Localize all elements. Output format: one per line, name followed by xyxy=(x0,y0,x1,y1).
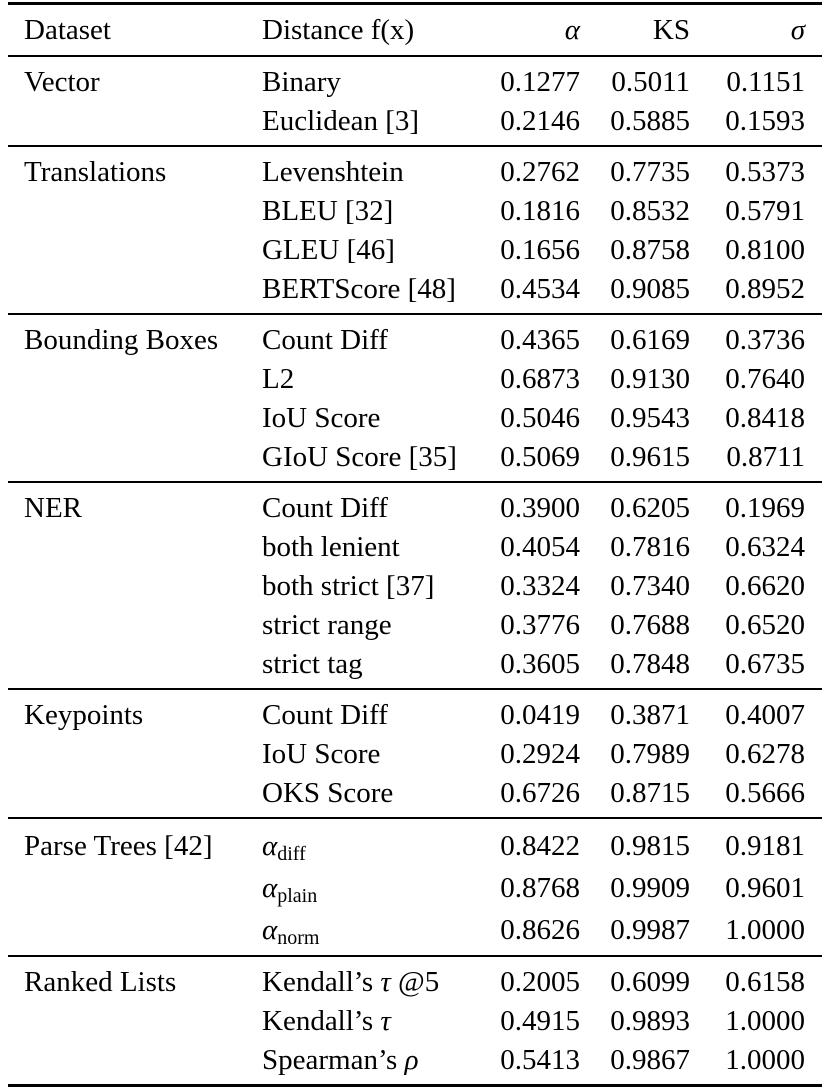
group-vector xyxy=(8,56,822,146)
alpha-value: 0.4915 xyxy=(500,1005,580,1037)
distance-cell xyxy=(262,192,488,231)
sigma-value: 0.5791 xyxy=(725,195,805,227)
sigma-value: 0.8418 xyxy=(725,402,805,434)
group-ner xyxy=(8,482,822,689)
subscript-label: norm xyxy=(277,927,320,949)
header-alpha: α xyxy=(564,14,580,46)
sigma-value: 1.0000 xyxy=(725,1005,805,1037)
alpha-value: 0.5413 xyxy=(500,1044,580,1076)
distance-cell xyxy=(262,1041,488,1086)
table-row xyxy=(8,314,822,360)
distance-cell xyxy=(262,102,488,146)
distance-cell xyxy=(262,956,488,1002)
distance-label: BLEU [32] xyxy=(262,195,394,227)
distance-cell xyxy=(262,482,488,528)
distance-label: both strict [37] xyxy=(262,570,435,602)
sigma-value: 0.6520 xyxy=(725,609,805,641)
group-translations xyxy=(8,146,822,314)
distance-cell xyxy=(262,1002,488,1041)
dataset-label: Ranked Lists xyxy=(24,966,177,998)
sigma-value: 0.6735 xyxy=(725,648,805,680)
distance-cell xyxy=(262,399,488,438)
table-row xyxy=(8,146,822,192)
alpha-value: 0.3776 xyxy=(500,609,580,641)
sigma-value: 0.5666 xyxy=(725,777,805,809)
sigma-value: 0.1151 xyxy=(726,66,805,98)
distance-cell xyxy=(262,567,488,606)
sigma-value: 0.8100 xyxy=(725,234,805,266)
distance-cell xyxy=(262,438,488,482)
ks-value: 0.5011 xyxy=(611,66,690,98)
header-ks: KS xyxy=(652,14,690,46)
distance-label: both lenient xyxy=(262,531,400,563)
sigma-value: 0.9181 xyxy=(725,830,805,862)
sigma-value: 0.1593 xyxy=(725,105,805,137)
ks-value: 0.9867 xyxy=(610,1044,690,1076)
sigma-value: 0.6278 xyxy=(725,738,805,770)
alpha-value: 0.4054 xyxy=(500,531,580,563)
ks-value: 0.9130 xyxy=(610,363,690,395)
distance-label: Levenshtein xyxy=(262,156,404,188)
sigma-value: 1.0000 xyxy=(725,1044,805,1076)
ks-value: 0.8758 xyxy=(610,234,690,266)
ks-value: 0.7848 xyxy=(610,648,690,680)
ks-value: 0.7340 xyxy=(610,570,690,602)
distance-cell xyxy=(262,270,488,314)
sigma-value: 0.1969 xyxy=(725,492,805,524)
sigma-value: 1.0000 xyxy=(725,914,805,946)
distance-label: L2 xyxy=(262,363,295,395)
ks-value: 0.9987 xyxy=(610,914,690,946)
distance-label: OKS Score xyxy=(262,777,394,809)
distance-cell xyxy=(262,231,488,270)
ks-value: 0.8715 xyxy=(610,777,690,809)
ks-value: 0.9615 xyxy=(610,441,690,473)
distance-cell xyxy=(262,818,488,867)
ks-value: 0.6205 xyxy=(610,492,690,524)
tau-symbol: τ xyxy=(380,1005,391,1037)
alpha-symbol: α xyxy=(262,914,278,946)
table-row xyxy=(8,482,822,528)
alpha-value: 0.4534 xyxy=(500,273,580,305)
group-parse-trees xyxy=(8,818,822,956)
distance-label: strict range xyxy=(262,609,392,641)
distance-label-suffix: @5 xyxy=(390,966,440,998)
ks-value: 0.6099 xyxy=(610,966,690,998)
alpha-symbol: α xyxy=(262,872,278,904)
group-keypoints xyxy=(8,689,822,818)
alpha-value: 0.3605 xyxy=(500,648,580,680)
alpha-value: 0.6726 xyxy=(500,777,580,809)
alpha-value: 0.4365 xyxy=(500,324,580,356)
subscript-label: diff xyxy=(277,843,306,865)
ks-value: 0.3871 xyxy=(610,699,690,731)
distance-label: Binary xyxy=(262,66,341,98)
alpha-value: 0.2005 xyxy=(500,966,580,998)
header-row xyxy=(8,4,822,57)
alpha-value: 0.5046 xyxy=(500,402,580,434)
table-row xyxy=(8,818,822,867)
sigma-value: 0.7640 xyxy=(725,363,805,395)
dataset-label: Bounding Boxes xyxy=(24,324,219,356)
alpha-value: 0.0419 xyxy=(500,699,580,731)
distance-cell xyxy=(262,867,488,909)
alpha-value: 0.8422 xyxy=(500,830,580,862)
ks-value: 0.9085 xyxy=(610,273,690,305)
dataset-label: Parse Trees [42] xyxy=(24,830,213,862)
sigma-value: 0.8711 xyxy=(726,441,805,473)
distance-label: BERTScore [48] xyxy=(262,273,456,305)
alpha-value: 0.6873 xyxy=(500,363,580,395)
distance-label: strict tag xyxy=(262,648,363,680)
ks-value: 0.7688 xyxy=(610,609,690,641)
sigma-value: 0.6324 xyxy=(725,531,805,563)
distance-cell xyxy=(262,56,488,102)
distance-label: Count Diff xyxy=(262,324,388,356)
alpha-value: 0.2762 xyxy=(500,156,580,188)
ks-value: 0.7989 xyxy=(610,738,690,770)
sigma-value: 0.4007 xyxy=(725,699,805,731)
dataset-label: Translations xyxy=(24,156,167,188)
alpha-symbol: α xyxy=(262,830,278,862)
alpha-value: 0.5069 xyxy=(500,441,580,473)
dataset-label: Keypoints xyxy=(24,699,144,731)
ks-value: 0.8532 xyxy=(610,195,690,227)
table-row xyxy=(8,956,822,1002)
sigma-value: 0.9601 xyxy=(725,872,805,904)
header-sigma: σ xyxy=(790,14,805,46)
sigma-value: 0.6620 xyxy=(725,570,805,602)
dataset-label: NER xyxy=(24,492,82,524)
distance-cell xyxy=(262,735,488,774)
ks-value: 0.9815 xyxy=(610,830,690,862)
group-ranked-lists xyxy=(8,956,822,1086)
ks-value: 0.9893 xyxy=(610,1005,690,1037)
distance-label: GLEU [46] xyxy=(262,234,395,266)
distance-cell xyxy=(262,146,488,192)
sigma-value: 0.8952 xyxy=(725,273,805,305)
distance-cell xyxy=(262,314,488,360)
alpha-value: 0.1816 xyxy=(500,195,580,227)
table-row xyxy=(8,56,822,102)
sigma-value: 0.5373 xyxy=(725,156,805,188)
ks-value: 0.5885 xyxy=(610,105,690,137)
ks-value: 0.6169 xyxy=(610,324,690,356)
distance-label: Spearman’s xyxy=(262,1044,405,1076)
header-distance: Distance f(x) xyxy=(262,14,415,46)
distance-cell xyxy=(262,645,488,689)
distance-cell xyxy=(262,528,488,567)
alpha-value: 0.1277 xyxy=(500,66,580,98)
distance-label: Kendall’s xyxy=(262,1005,381,1037)
distance-label: Euclidean [3] xyxy=(262,105,420,137)
distance-cell xyxy=(262,360,488,399)
ks-value: 0.7816 xyxy=(610,531,690,563)
header-dataset: Dataset xyxy=(24,14,111,46)
sigma-value: 0.3736 xyxy=(725,324,805,356)
distance-cell xyxy=(262,774,488,818)
distance-label: IoU Score xyxy=(262,738,381,770)
ks-value: 0.9909 xyxy=(610,872,690,904)
tau-symbol: τ xyxy=(380,966,391,998)
ks-value: 0.7735 xyxy=(610,156,690,188)
alpha-value: 0.1656 xyxy=(500,234,580,266)
group-bounding-boxes xyxy=(8,314,822,482)
table-row xyxy=(8,689,822,735)
distance-label: Count Diff xyxy=(262,699,388,731)
alpha-value: 0.2146 xyxy=(500,105,580,137)
alpha-value: 0.8768 xyxy=(500,872,580,904)
distance-label: GIoU Score [35] xyxy=(262,441,457,473)
metrics-table xyxy=(8,2,822,1087)
dataset-label: Vector xyxy=(24,66,100,98)
ks-value: 0.9543 xyxy=(610,402,690,434)
sigma-value: 0.6158 xyxy=(725,966,805,998)
distance-label: Kendall’s xyxy=(262,966,381,998)
alpha-value: 0.2924 xyxy=(500,738,580,770)
rho-symbol: ρ xyxy=(404,1044,419,1076)
alpha-value: 0.3900 xyxy=(500,492,580,524)
table-header xyxy=(8,4,822,57)
distance-label: Count Diff xyxy=(262,492,388,524)
distance-cell xyxy=(262,689,488,735)
distance-cell xyxy=(262,909,488,956)
alpha-value: 0.8626 xyxy=(500,914,580,946)
distance-label: IoU Score xyxy=(262,402,381,434)
subscript-label: plain xyxy=(277,885,318,907)
distance-cell xyxy=(262,606,488,645)
alpha-value: 0.3324 xyxy=(500,570,580,602)
